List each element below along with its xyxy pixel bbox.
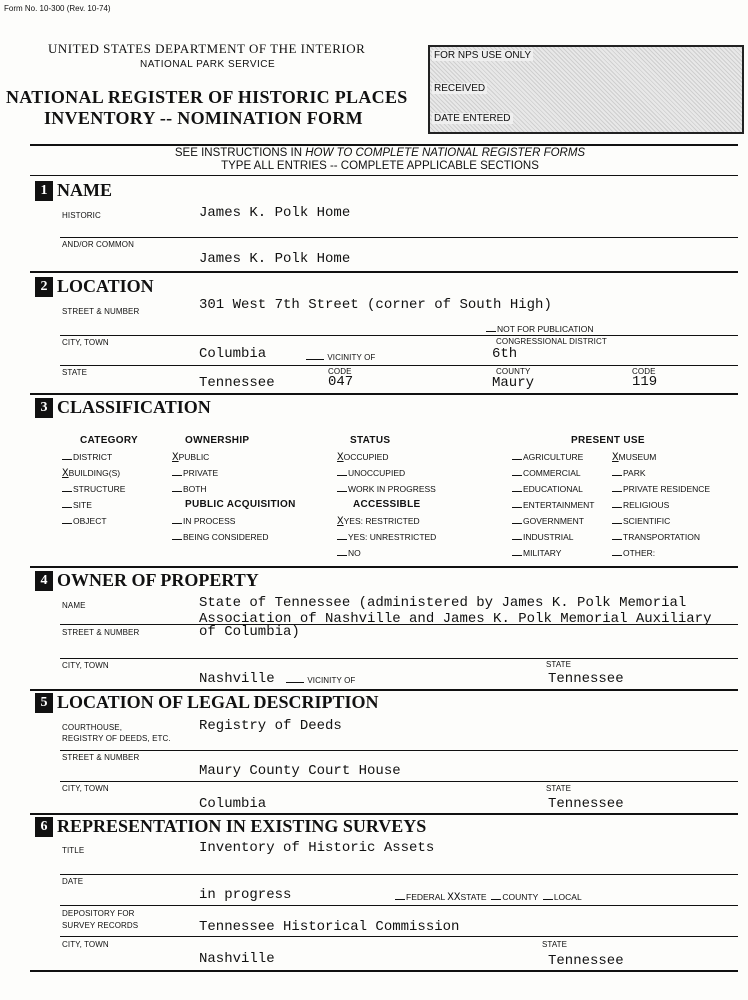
legal-city-label: CITY, TOWN	[62, 784, 109, 793]
check-mark: X	[337, 516, 344, 528]
option-label: TRANSPORTATION	[623, 532, 700, 542]
survey-state-value: Tennessee	[548, 953, 624, 969]
survey-title-label: TITLE	[62, 846, 85, 855]
depository-value: Tennessee Historical Commission	[199, 919, 460, 935]
owner-name-line3: of Columbia)	[199, 624, 300, 640]
check-mark	[612, 523, 622, 524]
checkbox-option	[172, 484, 218, 500]
check-mark: X	[337, 452, 344, 464]
common-label: AND/OR COMMON	[62, 240, 134, 249]
instructions-line2: TYPE ALL ENTRIES -- COMPLETE APPLICABLE SECTIONS	[221, 160, 539, 172]
checkbox-option	[512, 452, 594, 468]
check-mark	[512, 459, 522, 460]
category-heading: CATEGORY	[80, 435, 138, 446]
section-number: 6	[35, 817, 53, 837]
checkbox-option	[337, 452, 436, 468]
owner-state-label: STATE	[546, 660, 572, 669]
section-number: 5	[35, 693, 53, 713]
service-name: NATIONAL PARK SERVICE	[140, 59, 276, 70]
accessible-heading: ACCESSIBLE	[353, 499, 421, 510]
depository-label-line1: DEPOSITORY FOR	[62, 909, 135, 918]
section-title: CLASSIFICATION	[57, 397, 211, 417]
divider	[60, 335, 738, 336]
section-1-heading	[35, 180, 112, 201]
divider	[60, 905, 738, 906]
checkbox-option	[62, 516, 125, 532]
check-mark	[337, 555, 347, 556]
survey-city-label: CITY, TOWN	[62, 940, 109, 949]
checkbox-option	[62, 484, 125, 500]
option-label: GOVERNMENT	[523, 516, 584, 526]
option-label: COMMERCIAL	[523, 468, 581, 478]
checkbox-option	[512, 468, 594, 484]
divider	[30, 144, 738, 146]
state-label: STATE	[62, 368, 88, 377]
option-label: STRUCTURE	[73, 484, 126, 494]
section-title: LOCATION	[57, 276, 154, 296]
not-for-publication	[486, 324, 594, 334]
check-mark	[512, 539, 522, 540]
checkbox-option	[337, 468, 436, 484]
option-label: NO	[348, 548, 361, 558]
section-title: REPRESENTATION IN EXISTING SURVEYS	[57, 816, 427, 836]
form-number: Form No. 10-300 (Rev. 10-74)	[4, 4, 111, 13]
checkbox-option	[337, 548, 436, 564]
date-entered-label: DATE ENTERED	[434, 113, 511, 124]
divider	[60, 658, 738, 659]
status-heading: STATUS	[350, 435, 391, 446]
checkbox-option	[512, 516, 594, 532]
checkbox-option	[512, 532, 594, 548]
owner-street-label: STREET & NUMBER	[62, 628, 140, 637]
checkbox-option	[337, 532, 436, 548]
historic-label: HISTORIC	[62, 211, 101, 220]
divider	[30, 175, 738, 176]
owner-city-value: Nashville	[199, 671, 275, 687]
county-option: COUNTY	[502, 892, 539, 902]
checkbox-option	[512, 548, 594, 564]
option-label: ENTERTAINMENT	[523, 500, 595, 510]
owner-name-label: NAME	[62, 601, 86, 610]
check-mark	[612, 475, 622, 476]
check-mark	[612, 539, 622, 540]
option-label: BOTH	[183, 484, 207, 494]
congressional-label: CONGRESSIONAL DISTRICT	[496, 337, 607, 346]
state-mark: XX	[447, 892, 461, 904]
option-label: SITE	[73, 500, 92, 510]
depository-label-line2: SURVEY RECORDS	[62, 921, 139, 930]
survey-state-label: STATE	[542, 940, 568, 949]
divider	[60, 237, 738, 238]
courthouse-label-line1: COURTHOUSE,	[62, 723, 123, 732]
checkbox-option	[172, 532, 269, 548]
checkbox-option	[337, 484, 436, 500]
option-label: YES: RESTRICTED	[343, 516, 420, 526]
local-option: LOCAL	[553, 892, 582, 902]
section-4-heading	[35, 570, 259, 591]
check-mark: X	[612, 452, 619, 464]
check-mark	[612, 507, 622, 508]
owner-name-line2: Association of Nashville and James K. Polk Memorial Auxiliary	[199, 611, 712, 627]
section-2-heading	[35, 276, 154, 297]
legal-state-value: Tennessee	[548, 796, 624, 812]
courthouse-value: Registry of Deeds	[199, 718, 342, 734]
divider	[30, 271, 738, 273]
present-use-left-list	[512, 452, 594, 564]
option-label: SCIENTIFIC	[623, 516, 671, 526]
option-label: PUBLIC	[178, 452, 210, 462]
survey-date-label: DATE	[62, 877, 84, 886]
federal-option: FEDERAL	[406, 892, 445, 902]
form-title-line1: NATIONAL REGISTER OF HISTORIC PLACES	[6, 87, 408, 107]
check-mark: X	[172, 452, 179, 464]
option-label: OCCUPIED	[343, 452, 389, 462]
section-title: NAME	[57, 180, 112, 200]
present-use-heading: PRESENT USE	[571, 435, 645, 446]
ownership-list	[172, 452, 218, 500]
check-mark	[512, 507, 522, 508]
section-number: 3	[35, 398, 53, 418]
option-label: OTHER:	[623, 548, 656, 558]
option-label: WORK IN PROGRESS	[348, 484, 436, 494]
option-label: EDUCATIONAL	[523, 484, 583, 494]
county-value: Maury	[492, 375, 535, 391]
option-label: PARK	[623, 468, 646, 478]
check-mark	[62, 507, 72, 508]
option-label: MUSEUM	[618, 452, 657, 462]
checkbox-option	[172, 516, 269, 532]
legal-state-label: STATE	[546, 784, 572, 793]
street-value: 301 West 7th Street (corner of South High)	[199, 297, 552, 313]
option-label: OBJECT	[73, 516, 107, 526]
option-label: PRIVATE	[183, 468, 219, 478]
vicinity-of	[306, 353, 375, 362]
checkbox-option	[612, 532, 710, 548]
divider	[30, 393, 738, 395]
category-list	[62, 452, 125, 532]
option-label: IN PROCESS	[183, 516, 236, 526]
checkbox-option	[612, 452, 710, 468]
owner-city-label: CITY, TOWN	[62, 661, 109, 670]
department-name: UNITED STATES DEPARTMENT OF THE INTERIOR	[48, 41, 366, 56]
vicinity-label: VICINITY OF	[327, 353, 376, 362]
checkbox-option	[612, 516, 710, 532]
section-3-heading	[35, 397, 211, 418]
divider	[30, 566, 738, 568]
city-value: Columbia	[199, 346, 267, 362]
check-mark	[612, 491, 622, 492]
nps-use-only-box	[428, 45, 744, 134]
divider	[60, 781, 738, 782]
divider	[30, 689, 738, 691]
option-label: MILITARY	[523, 548, 562, 558]
not-for-publication-label: NOT FOR PUBLICATION	[497, 324, 594, 334]
street-label: STREET & NUMBER	[62, 307, 140, 316]
check-mark	[512, 475, 522, 476]
form-title-line2: INVENTORY -- NOMINATION FORM	[44, 108, 363, 128]
option-label: DISTRICT	[73, 452, 113, 462]
checkbox-option	[512, 484, 594, 500]
check-mark	[62, 491, 72, 492]
divider	[30, 813, 738, 815]
code-value: 047	[328, 374, 354, 390]
check-mark	[62, 459, 72, 460]
code2-value: 119	[632, 374, 658, 390]
option-label: YES: UNRESTRICTED	[348, 532, 437, 542]
option-label: BEING CONSIDERED	[183, 532, 269, 542]
code2-label: CODE	[632, 367, 656, 376]
check-mark	[62, 523, 72, 524]
common-value: James K. Polk Home	[199, 251, 351, 267]
owner-vicinity	[286, 676, 355, 685]
section-title: OWNER OF PROPERTY	[57, 570, 259, 590]
legal-street-label: STREET & NUMBER	[62, 753, 140, 762]
option-label: BUILDING(S)	[68, 468, 121, 478]
checkbox-option	[612, 468, 710, 484]
section-number: 1	[35, 181, 53, 201]
check-mark	[172, 475, 182, 476]
check-mark: X	[62, 468, 69, 480]
check-mark	[172, 523, 182, 524]
instructions-prefix: SEE INSTRUCTIONS IN	[174, 147, 306, 159]
instructions-italic: HOW TO COMPLETE NATIONAL REGISTER FORMS	[305, 147, 586, 159]
status-list	[337, 452, 436, 500]
check-mark	[512, 523, 522, 524]
code-label: CODE	[328, 367, 352, 376]
divider	[60, 874, 738, 875]
divider	[60, 936, 738, 937]
checkbox-option	[172, 452, 218, 468]
acquisition-heading: PUBLIC ACQUISITION	[185, 499, 296, 510]
checkbox-option	[612, 484, 710, 500]
checkbox-option	[62, 500, 125, 516]
checkbox-option	[62, 452, 125, 468]
checkbox-option	[612, 548, 710, 564]
check-mark	[172, 539, 182, 540]
option-label: INDUSTRIAL	[523, 532, 574, 542]
state-value: Tennessee	[199, 375, 275, 391]
city-label: CITY, TOWN	[62, 338, 109, 347]
option-label: AGRICULTURE	[523, 452, 584, 462]
check-mark	[337, 491, 347, 492]
state-option: STATE	[460, 892, 487, 902]
section-number: 4	[35, 571, 53, 591]
checkbox-option	[62, 468, 125, 484]
option-label: PRIVATE RESIDENCE	[623, 484, 711, 494]
section-title: LOCATION OF LEGAL DESCRIPTION	[57, 692, 379, 712]
legal-city-value: Columbia	[199, 796, 267, 812]
legal-street-value: Maury County Court House	[199, 763, 401, 779]
divider	[60, 624, 738, 625]
check-mark	[337, 539, 347, 540]
check-mark	[512, 491, 522, 492]
divider	[30, 970, 738, 972]
check-mark	[337, 475, 347, 476]
survey-title-value: Inventory of Historic Assets	[199, 840, 435, 856]
vicinity-label: VICINITY OF	[307, 676, 356, 685]
instructions-line1	[60, 147, 700, 159]
divider	[60, 750, 738, 751]
acquisition-list	[172, 516, 269, 548]
received-label: RECEIVED	[434, 83, 486, 94]
section-6-heading	[35, 816, 426, 837]
divider	[60, 365, 738, 366]
accessible-list	[337, 516, 436, 564]
owner-name-line1: State of Tennessee (administered by James K. Polk Memorial	[199, 595, 687, 611]
check-mark	[612, 555, 622, 556]
checkbox-option	[172, 468, 218, 484]
survey-city-value: Nashville	[199, 951, 275, 967]
check-mark	[512, 555, 522, 556]
historic-value: James K. Polk Home	[199, 205, 351, 221]
county-label: COUNTY	[496, 367, 531, 376]
checkbox-option	[337, 516, 436, 532]
option-label: UNOCCUPIED	[348, 468, 406, 478]
check-mark	[172, 491, 182, 492]
section-5-heading	[35, 692, 379, 713]
survey-date-value: in progress	[199, 887, 292, 903]
checkbox-option	[612, 500, 710, 516]
option-label: RELIGIOUS	[623, 500, 670, 510]
survey-level-options	[395, 892, 582, 904]
congressional-value: 6th	[492, 346, 518, 362]
nps-box-header: FOR NPS USE ONLY	[434, 50, 532, 61]
checkbox-option	[512, 500, 594, 516]
section-number: 2	[35, 277, 53, 297]
courthouse-label-line2: REGISTRY OF DEEDS, ETC.	[62, 734, 171, 743]
ownership-heading: OWNERSHIP	[185, 435, 250, 446]
owner-state-value: Tennessee	[548, 671, 624, 687]
present-use-right-list	[612, 452, 710, 564]
